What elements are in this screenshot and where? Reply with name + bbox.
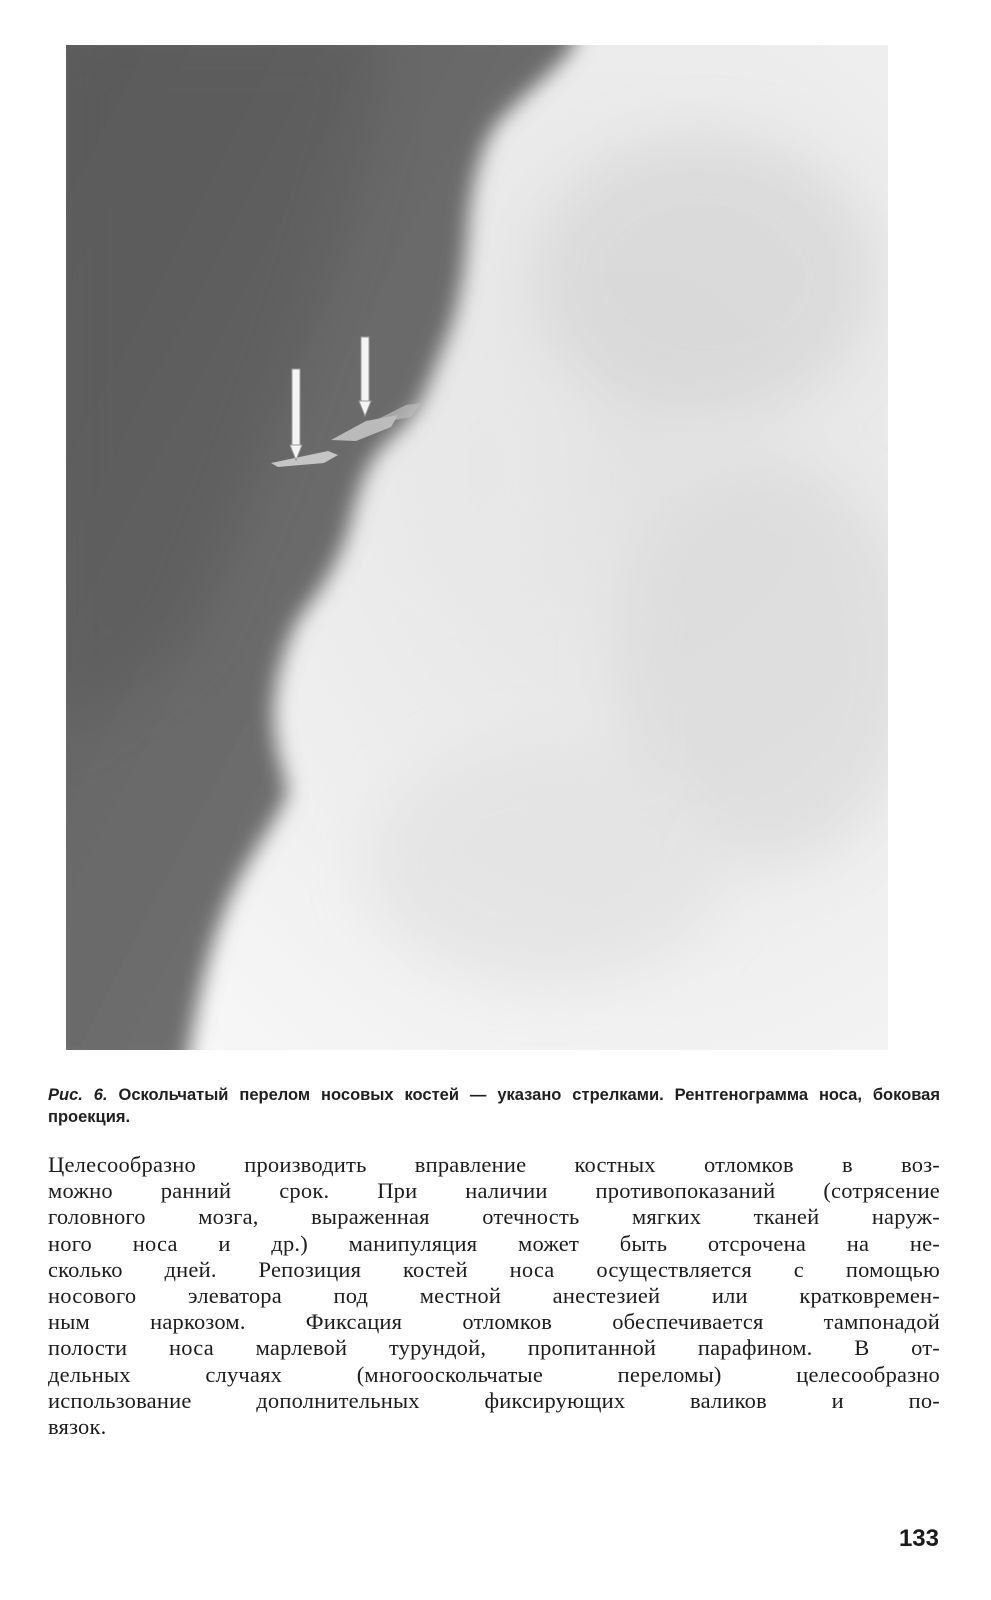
body-paragraph [48, 1152, 940, 1440]
body-line: вязок. [48, 1414, 107, 1440]
xray-figure [66, 45, 888, 1050]
body-line: Целесообразно производить вправление костных отломков в воз- [48, 1152, 940, 1177]
figure-caption [48, 1084, 940, 1128]
body-line: носового элеватора под местной анестезией или кратковремен- [48, 1283, 940, 1309]
body-line: сколько дней. Репозиция костей носа осуществляется с помощью [48, 1256, 940, 1282]
body-line: головного мозга, выраженная отечность мягких тканей наруж- [48, 1204, 940, 1230]
body-line: полости носа марлевой турундой, пропитанной парафином. В от- [48, 1335, 940, 1361]
caption-text: Оскольчатый перелом носовых костей — указано стрелками. Рентгенограмма носа, боковая проекция. [48, 1086, 940, 1126]
body-line: ного носа и др.) манипуляция может быть отсрочена на не- [48, 1230, 940, 1256]
body-line: использование дополнительных фиксирующих валиков и по- [48, 1387, 940, 1413]
fracture-arrow-left [290, 369, 302, 460]
fracture-arrow-right [359, 337, 371, 416]
figure-label: Рис. 6. [48, 1086, 108, 1104]
body-line: можно ранний срок. При наличии противопоказаний (сотрясение [48, 1178, 940, 1204]
page-number: 133 [898, 1525, 939, 1552]
xray-image [66, 45, 888, 1050]
body-line: ным наркозом. Фиксация отломков обеспечивается тампонадой [48, 1309, 940, 1335]
body-line: дельных случаях (многооскольчатые переломы) целесообразно [48, 1361, 940, 1387]
